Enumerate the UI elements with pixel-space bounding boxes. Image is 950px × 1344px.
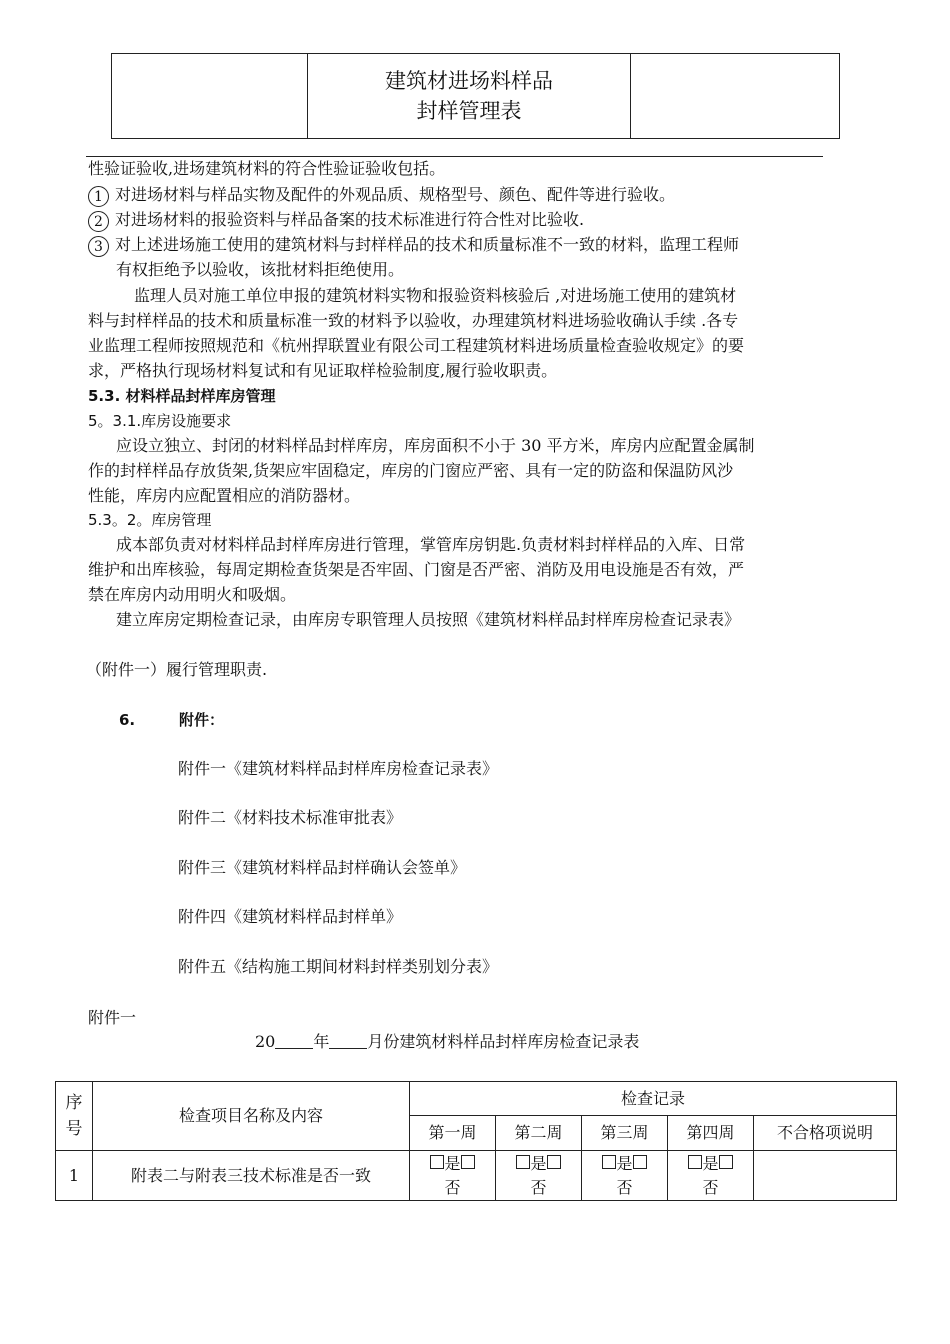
inspection-record-table <box>55 1081 897 1201</box>
col-record-header: 检查记录 <box>410 1082 897 1116</box>
attachment-1: 附件一《建筑材料样品封样库房检查记录表》 <box>178 759 499 778</box>
para3-line2: 维护和出库核验，每周定期检查货架是否牢固、门窗是否严密、消防及用电设施是否有效，严 <box>88 560 745 579</box>
year-blank <box>275 1032 313 1049</box>
para3-line1: 成本部负责对材料样品封样库房进行管理，掌管库房钥匙.负责材料封样样品的入库、日常 <box>116 535 746 554</box>
row-seq: 1 <box>56 1151 93 1201</box>
table-row <box>56 1151 897 1201</box>
attachment-2: 附件二《材料技术标准审批表》 <box>178 808 403 827</box>
para2-line1: 应设立独立、封闭的材料样品封样库房，库房面积不小于 30 平方米，库房内应配置金属制 <box>116 436 755 455</box>
list-item-2 <box>88 208 584 232</box>
yes-checkbox[interactable] <box>602 1155 616 1169</box>
para1-line1: 监理人员对施工单位申报的建筑材料实物和报验资料核验后 ,对进场施工使用的建筑材 <box>134 286 737 305</box>
header-cell-left <box>112 54 308 138</box>
list-item-text: 对上述进场施工使用的建筑材料与封样样品的技术和质量标准不一致的材料，监理工程师 <box>115 235 740 254</box>
yes-label: 是 <box>616 1153 633 1173</box>
no-checkbox[interactable] <box>719 1155 733 1169</box>
no-label: 否 <box>444 1177 461 1197</box>
para4-line1: 建立库房定期检查记录，由库房专职管理人员按照《建筑材料样品封样库房检查记录表》 <box>116 610 741 629</box>
yes-label: 是 <box>702 1153 719 1173</box>
col-note: 不合格项说明 <box>754 1116 897 1151</box>
month-blank <box>329 1032 367 1049</box>
yes-checkbox[interactable] <box>688 1155 702 1169</box>
form-title-year-char: 年 <box>313 1032 330 1051</box>
col-week-3: 第三周 <box>582 1116 668 1151</box>
no-label: 否 <box>702 1177 719 1197</box>
section-6-number: 6. <box>119 711 136 729</box>
para2-line3: 性能，库房内应配置相应的消防器材。 <box>88 486 361 505</box>
col-week-2: 第二周 <box>496 1116 582 1151</box>
list-item-text: 对进场材料与样品实物及配件的外观品质、规格型号、颜色、配件等进行验收。 <box>115 185 676 204</box>
header-title-line1: 建筑材进场料样品 <box>385 69 553 93</box>
col-seq-header <box>56 1082 93 1151</box>
row-note[interactable] <box>754 1151 897 1201</box>
no-label: 否 <box>530 1177 547 1197</box>
para2-line2: 作的封样样品存放货架,货架应牢固稳定，库房的门窗应严密、具有一定的防盗和保温防风沙 <box>88 461 734 480</box>
col-seq-label: 序号 <box>65 1093 83 1139</box>
annex-label: 附件一 <box>88 1008 137 1027</box>
list-item-3-cont: 有权拒绝予以验收，该批材料拒绝使用。 <box>116 260 405 279</box>
form-title-year-prefix: 20 <box>255 1032 276 1051</box>
header-title-line2: 封样管理表 <box>416 99 522 123</box>
section-6-title: 附件： <box>179 711 225 729</box>
yes-label: 是 <box>444 1153 461 1173</box>
week-2-check <box>496 1151 582 1201</box>
no-checkbox[interactable] <box>633 1155 647 1169</box>
para1-line3: 业监理工程师按照规范和《杭州捍联置业有限公司工程建筑材料进场质量检查验收规定》的要 <box>88 336 745 355</box>
attachment-3: 附件三《建筑材料样品封样确认会签单》 <box>178 858 467 877</box>
para4-line2: （附件一）履行管理职责. <box>86 660 268 679</box>
header-cell-right <box>631 54 839 138</box>
header-table <box>111 53 840 139</box>
week-4-check <box>668 1151 754 1201</box>
section-5-3-heading: 5.3. 材料样品封样库房管理 <box>88 387 276 405</box>
para3-line3: 禁在库房内动用明火和吸烟。 <box>88 585 297 604</box>
col-item-header: 检查项目名称及内容 <box>93 1082 410 1151</box>
list-item-1 <box>88 183 675 207</box>
list-item-3 <box>88 233 739 257</box>
col-week-4: 第四周 <box>668 1116 754 1151</box>
col-week-1: 第一周 <box>410 1116 496 1151</box>
attachment-4: 附件四《建筑材料样品封样单》 <box>178 907 403 926</box>
header-title-cell <box>308 54 631 138</box>
para1-line4: 求，严格执行现场材料复试和有见证取样检验制度,履行验收职责。 <box>88 361 558 380</box>
no-label: 否 <box>616 1177 633 1197</box>
no-checkbox[interactable] <box>547 1155 561 1169</box>
form-title <box>255 1030 639 1054</box>
yes-checkbox[interactable] <box>430 1155 444 1169</box>
circled-number: 1 <box>88 186 109 207</box>
section-5-3-1-heading: 5。3.1.库房设施要求 <box>88 412 232 430</box>
form-title-rest: 月份建筑材料样品封样库房检查记录表 <box>367 1032 640 1051</box>
para1-line2: 料与封样样品的技术和质量标准一致的材料予以验收，办理建筑材料进场验收确认手续 .各专 <box>88 311 739 330</box>
attachment-5: 附件五《结构施工期间材料封样类别划分表》 <box>178 957 499 976</box>
table-header-row <box>56 1082 897 1116</box>
circled-number: 2 <box>88 211 109 232</box>
intro-text: 性验证验收,进场建筑材料的符合性验证验收包括。 <box>88 159 446 178</box>
list-item-text: 对进场材料的报验资料与样品备案的技术标准进行符合性对比验收. <box>115 210 585 229</box>
yes-checkbox[interactable] <box>516 1155 530 1169</box>
circled-number: 3 <box>88 236 109 257</box>
section-5-3-2-heading: 5.3。2。库房管理 <box>88 511 212 529</box>
week-3-check <box>582 1151 668 1201</box>
week-1-check <box>410 1151 496 1201</box>
row-item: 附表二与附表三技术标准是否一致 <box>93 1151 410 1201</box>
yes-label: 是 <box>530 1153 547 1173</box>
no-checkbox[interactable] <box>461 1155 475 1169</box>
